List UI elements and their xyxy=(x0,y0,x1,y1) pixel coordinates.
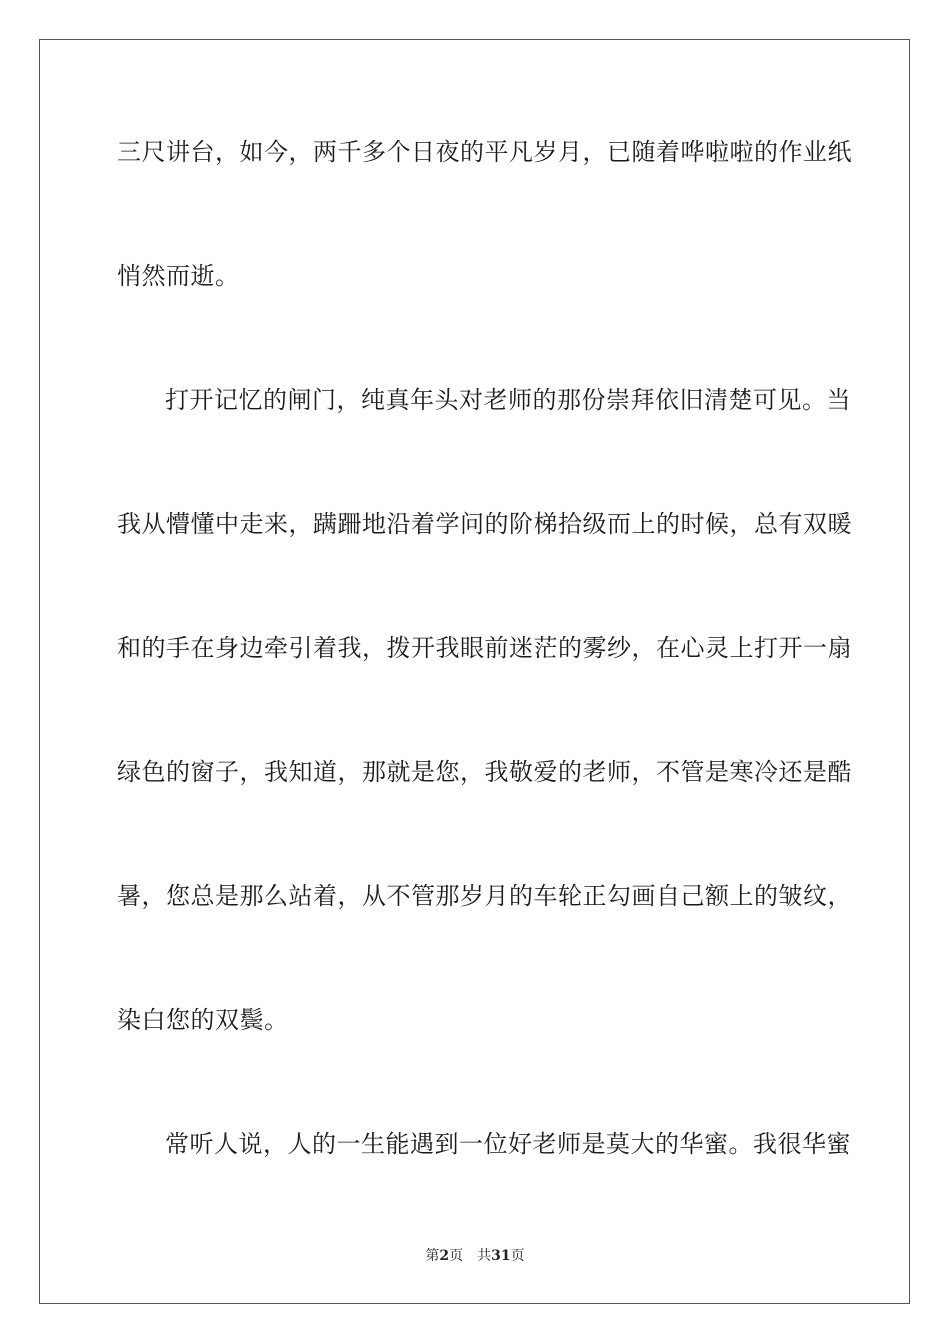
paragraph-line: 三尺讲台，如今，两千多个日夜的平凡岁月，已随着哗啦啦的作业纸 xyxy=(117,138,852,166)
total-prefix: 共 xyxy=(477,1248,492,1264)
page-border xyxy=(39,39,910,1304)
paragraph-line: 和的手在身边牵引着我，拨开我眼前迷茫的雾纱，在心灵上打开一扇 xyxy=(117,634,852,662)
paragraph-line: 打开记忆的闸门，纯真年头对老师的那份崇拜依旧清楚可见。当 xyxy=(165,386,851,414)
paragraph-line: 常听人说，人的一生能遇到一位好老师是莫大的华蜜。我很华蜜 xyxy=(165,1130,851,1158)
paragraph-line: 绿色的窗子，我知道，那就是您，我敬爱的老师，不管是寒冷还是酷 xyxy=(117,758,852,786)
page-footer xyxy=(0,1246,950,1266)
paragraph-line: 染白您的双鬓。 xyxy=(117,1006,289,1034)
paragraph-line: 悄然而逝。 xyxy=(117,262,240,290)
total-suffix: 页 xyxy=(510,1248,525,1264)
paragraph-line: 我从懵懂中走来，蹒跚地沿着学问的阶梯拾级而上的时候，总有双暖 xyxy=(117,510,852,538)
page-suffix: 页 xyxy=(449,1248,464,1264)
total-pages: 31 xyxy=(491,1248,511,1264)
page-number: 2 xyxy=(439,1248,450,1264)
page-prefix: 第 xyxy=(425,1248,440,1264)
paragraph-line: 暑，您总是那么站着，从不管那岁月的车轮正勾画自己额上的皱纹， xyxy=(117,882,852,910)
